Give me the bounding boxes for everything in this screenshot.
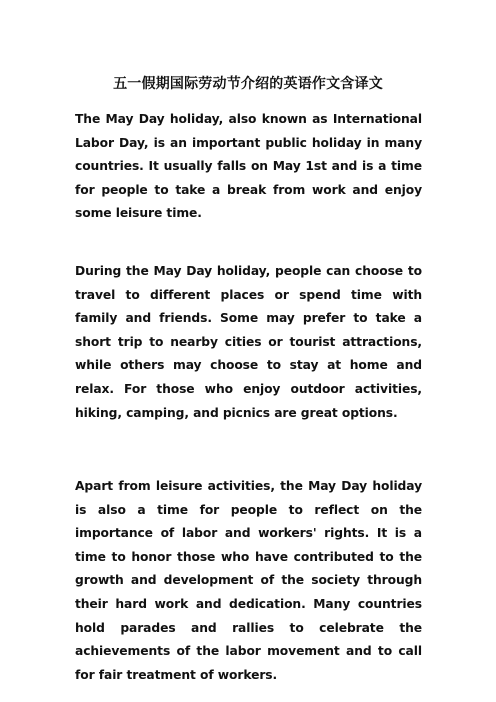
- document-title: 五一假期国际劳动节介绍的英语作文含译文: [113, 76, 383, 92]
- paragraph-3: Apart from leisure activities, the May Day holiday is also a time for people to reflect on the importance of labor and workers' rights. It is a time to honor those who have contributed to the growth and development of the society through their hard work and dedication. Many countries hold parades and rallies to celebrate the achievements of the labor movement and to call for fair treatment of workers.: [75, 479, 422, 682]
- paragraph-2: During the May Day holiday, people can choose to travel to different places or spend time with family and friends. Some may prefer to take a short trip to nearby cities or tourist attractions, while others may choose to stay at home and relax. For those who enjoy outdoor activities, hiking, camping, and picnics are great options.: [75, 264, 422, 420]
- paragraph-1: The May Day holiday, also known as International Labor Day, is an important public holiday in many countries. It usually falls on May 1st and is a time for people to take a break from work and enjoy some leisure time.: [75, 112, 422, 221]
